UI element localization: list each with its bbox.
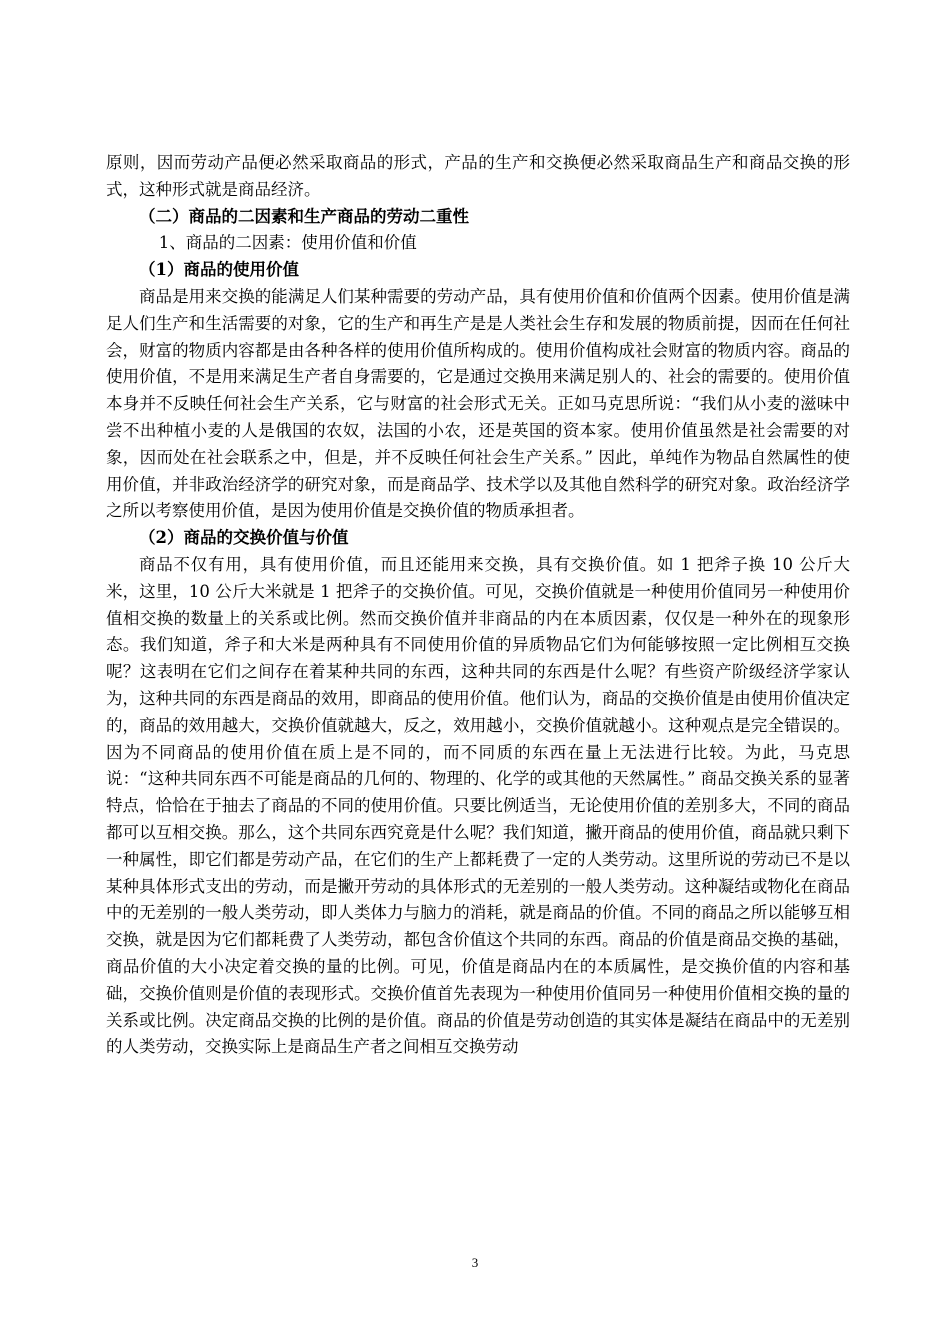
paragraph-exchange-value: 商品不仅有用，具有使用价值，而且还能用来交换，具有交换价值。如 1 把斧子换 10 公斤大米，这里，10 公斤大米就是 1 把斧子的交换价值。可见，交换价值就是一种使用价值同另一种使用价值相交换的数量上的关系或比例。然而交换价值并非商品的内在本质因素，仅仅是一种外在的现象形态。我们知道，斧子和大米是两种具有不同使用价值的异质物品它们为何能够按照一定比例相互交换呢？这表明在它们之间存在着某种共同的东西，这种共同的东西是什么呢？有些资产阶级经济学家认为，这种共同的东西是商品的效用，即商品的使用价值。他们认为，商品的交换价值是由使用价值决定的，商品的效用越大，交换价值就越大，反之，效用越小，交换价值就越小。这种观点是完全错误的。因为不同商品的使用价值在质上是不同的，而不同质的东西在量上无法进行比较。为此，马克思说：“这种共同东西不可能是商品的几何的、物理的、化学的或其他的天然属性。” 商品交换关系的显著特点，恰恰在于抽去了商品的不同的使用价值。只要比例适当，无论使用价值的差别多大，不同的商品都可以互相交换。那么，这个共同东西究竟是什么呢？我们知道，撇开商品的使用价值，商品就只剩下一种属性，即它们都是劳动产品，在它们的生产上都耗费了一定的人类劳动。这里所说的劳动已不是以某种具体形式支出的劳动，而是撇开劳动的具体形式的无差别的一般人类劳动。这种凝结或物化在商品中的无差别的一般人类劳动，即人类体力与脑力的消耗，就是商品的价值。不同的商品之所以能够互相交换，就是因为它们都耗费了人类劳动，都包含价值这个共同的东西。商品的价值是商品交换的基础，商品价值的大小决定着交换的量的比例。可见，价值是商品内在的本质属性，是交换价值的内容和基础，交换价值则是价值的表现形式。交换价值首先表现为一种使用价值同另一种使用价值相交换的量的关系或比例。决定商品交换的比例的是价值。商品的价值是劳动创造的其实体是凝结在商品中的无差别的人类劳动，交换实际上是商品生产者之间相互交换劳动 [106,554,850,1057]
document-body [106,150,850,1061]
page-number: 3 [471,1255,479,1270]
subsubsection-heading-exchange-value: （2）商品的交换价值与价值 [139,528,349,548]
section-heading: （二）商品的二因素和生产商品的劳动二重性 [139,206,469,226]
subsubsection-heading-use-value: （1）商品的使用价值 [139,260,299,280]
subsection-heading: 1、商品的二因素：使用价值和价值 [158,233,417,253]
paragraph-use-value: 商品是用来交换的能满足人们某种需要的劳动产品，具有使用价值和价值两个因素。使用价值是满足人们生产和生活需要的对象，它的生产和再生产是是人类社会生存和发展的物质前提，因而在任何社会，财富的物质内容都是由各种各样的使用价值所构成的。使用价值构成社会财富的物质内容。商品的使用价值，不是用来满足生产者自身需要的，它是通过交换用来满足别人的、社会的需要的。使用价值本身并不反映任何社会生产关系，它与财富的社会形式无关。正如马克思所说：“我们从小麦的滋味中尝不出种植小麦的人是俄国的农奴，法国的小农，还是英国的资本家。使用价值虽然是社会需要的对象，因而处在社会联系之中，但是，并不反映任何社会生产关系。” 因此，单纯作为物品自然属性的使用价值，并非政治经济学的研究对象，而是商品学、技术学以及其他自然科学的研究对象。政治经济学之所以考察使用价值，是因为使用价值是交换价值的物质承担者。 [106,286,850,521]
paragraph-continuation: 原则，因而劳动产品便必然采取商品的形式，产品的生产和交换便必然采取商品生产和商品交换的形式，这种形式就是商品经济。 [106,153,850,199]
